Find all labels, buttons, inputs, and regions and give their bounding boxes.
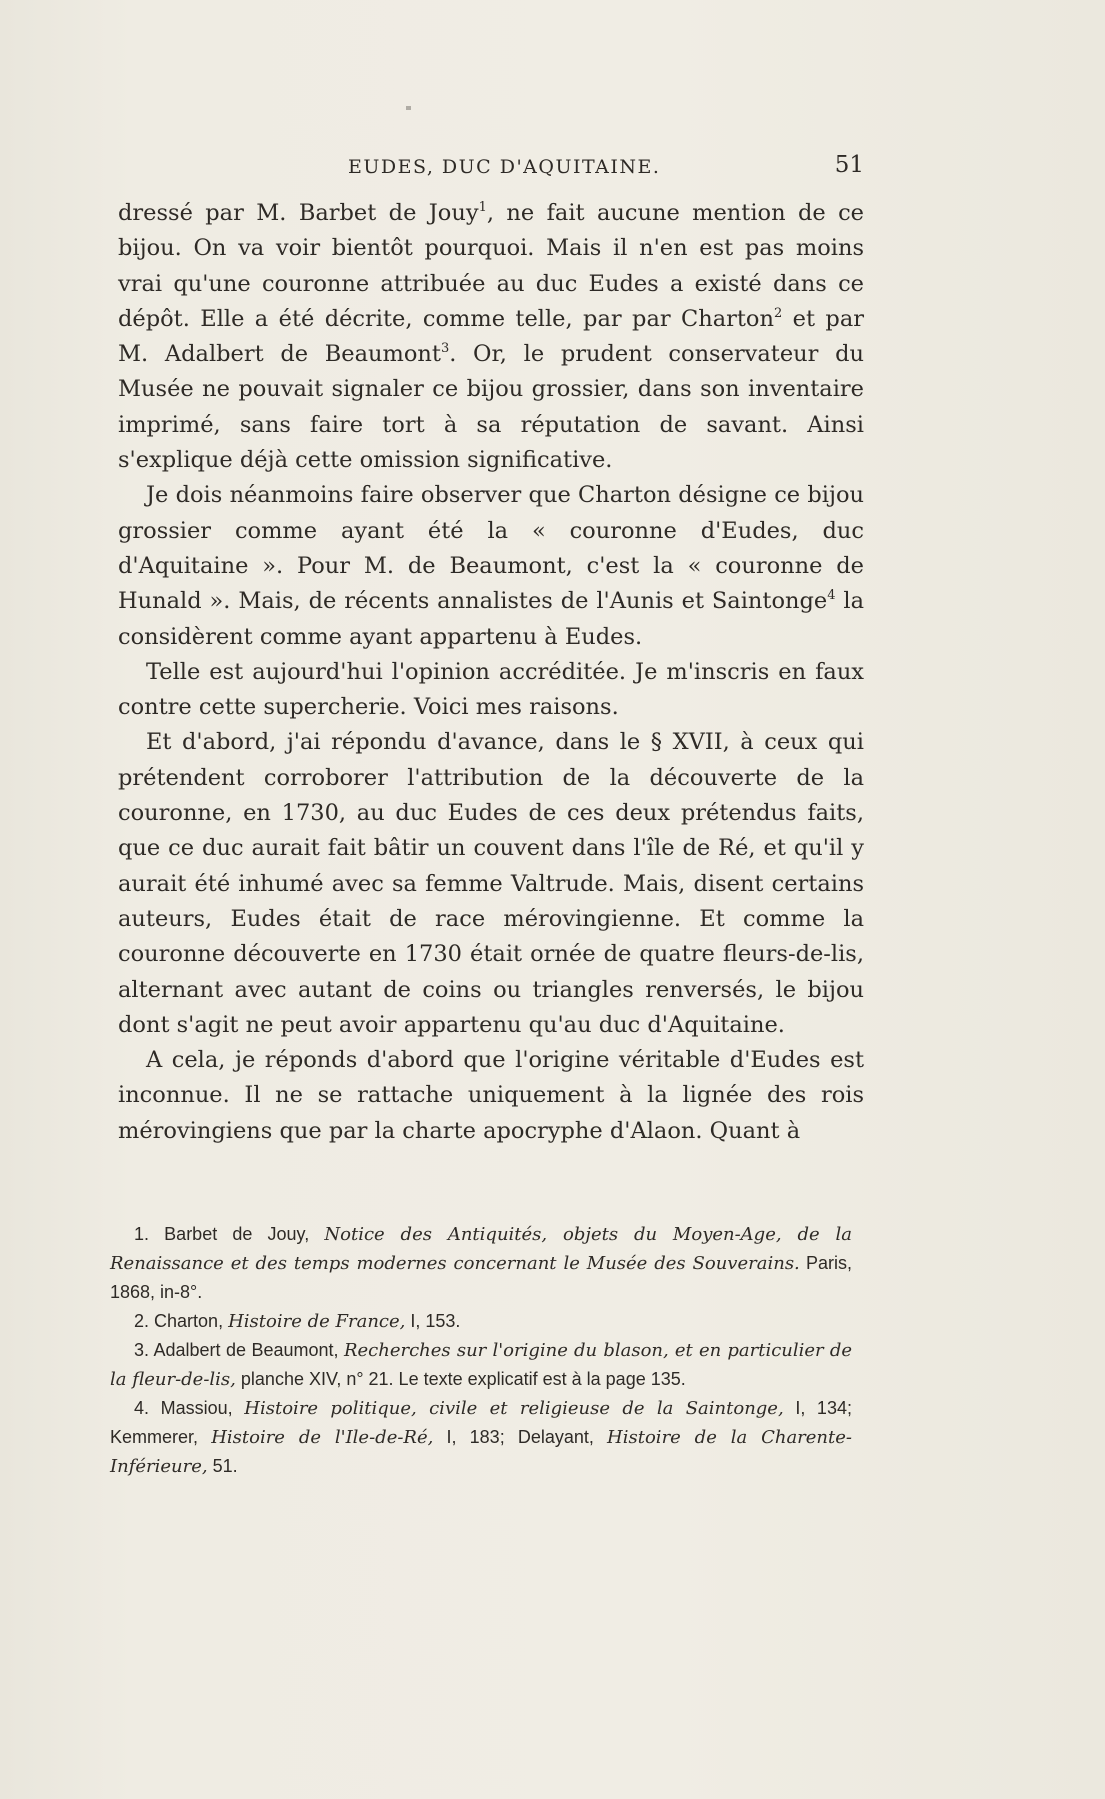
footnote-details: I, 153. <box>410 1311 461 1331</box>
page-header <box>116 152 864 184</box>
footnote-title: Recherches sur l'origine du blason, et en particulier de la fleur-de-lis, <box>110 1340 853 1390</box>
footnote-author: Charton, <box>154 1311 224 1331</box>
footnote-title: Notice des Antiquités, objets du Moyen-Age, de la Renaissance et des temps modernes concernant le Musée des Souverains. <box>110 1224 852 1274</box>
paragraph <box>118 478 864 654</box>
footnote-ref: 2 <box>773 305 783 321</box>
footnote-ref: 1 <box>478 200 487 215</box>
text-run: et par M. Adalbert de Beaumont <box>118 305 865 368</box>
text-run: dressé par M. Barbet de Jouy <box>118 200 479 226</box>
footnote-details: I, 183; Delayant, <box>446 1427 594 1447</box>
text-run: , ne fait aucune mention de ce bijou. On va voir bientôt pourquoi. Mais il n'en est pas moins vrai qu'une couronne attribuée au duc Eudes a existé dans ce dépôt. Elle a été décrite, comme telle, par par Charton <box>118 200 864 332</box>
paragraph: A cela, je réponds d'abord que l'origine véritable d'Eudes est inconnue. Il ne se rattache uniquement à la lignée des rois mérovingiens que par la charte apocryphe d'Alaon. Quant à <box>118 1047 864 1144</box>
footnote-author: Barbet de Jouy, <box>164 1224 310 1244</box>
footnote-number: 3. <box>134 1340 150 1360</box>
text-run: la considèrent comme ayant appartenu à Eudes. <box>118 588 864 650</box>
footnote-details: I, 134; Kemmerer, <box>110 1398 852 1447</box>
footnote-number: 4. <box>134 1398 150 1418</box>
footnote-details: Paris, 1868, in-8°. <box>110 1253 852 1302</box>
paragraph <box>118 196 864 478</box>
running-title: EUDES, DUC D'AQUITAINE. <box>348 156 661 178</box>
footnote-title: Histoire de France, <box>228 1311 406 1332</box>
footnote <box>110 1307 852 1336</box>
footnote-author: Massiou, <box>160 1398 233 1418</box>
paragraph: Telle est aujourd'hui l'opinion accréditée. Je m'inscris en faux contre cette supercherie. Voici mes raisons. <box>118 658 864 721</box>
footnote <box>110 1220 852 1307</box>
footnote-details: 51. <box>212 1456 238 1476</box>
footnote-title: Histoire politique, civile et religieuse de la Saintonge, <box>244 1398 784 1419</box>
footnotes <box>110 1220 852 1481</box>
footnote-ref: 4 <box>827 588 836 604</box>
text-run: Je dois néanmoins faire observer que Charton désigne ce bijou grossier comme ayant été la « couronne d'Eudes, duc d'Aquitaine ». Pour M. de Beaumont, c'est la « couronne de Hunald ». Mais, de récents annalistes de l'Aunis et Saintonge <box>118 482 864 615</box>
footnote-number: 1. <box>134 1224 150 1244</box>
text-run: . Or, le prudent conservateur du Musée ne pouvait signaler ce bijou grossier, dans son inventaire imprimé, sans faire tort à sa réputation de savant. Ainsi s'explique déjà cette omission significative. <box>118 341 864 474</box>
page-number: 51 <box>834 152 864 178</box>
footnote <box>110 1394 852 1481</box>
paragraph: Et d'abord, j'ai répondu d'avance, dans le § XVII, à ceux qui prétendent corroborer l'attribution de la découverte de la couronne, en 1730, au duc Eudes de ces deux prétendus faits, que ce duc aurait fait bâtir un couvent dans l'île de Ré, et qu'il y aurait été inhumé avec sa femme Valtrude. Mais, disent certains auteurs, Eudes était de race mérovingienne. Et comme la couronne découverte en 1730 était ornée de quatre fleurs-de-lis, alternant avec autant de coins ou triangles renversés, le bijou dont s'agit ne peut avoir appartenu qu'au duc d'Aquitaine. <box>118 729 864 1038</box>
footnote-title: Histoire de la Charente-Inférieure, <box>110 1427 852 1477</box>
footnote-number: 2. <box>134 1311 150 1331</box>
footnote <box>110 1336 852 1394</box>
ink-mark <box>406 106 411 110</box>
footnote-ref: 3 <box>440 341 450 357</box>
footnote-author: Adalbert de Beaumont, <box>153 1340 339 1360</box>
footnote-details: planche XIV, n° 21. Le texte explicatif est à la page 135. <box>240 1369 686 1389</box>
footnote-title: Histoire de l'Ile-de-Ré, <box>211 1427 434 1448</box>
main-text <box>118 196 864 1149</box>
